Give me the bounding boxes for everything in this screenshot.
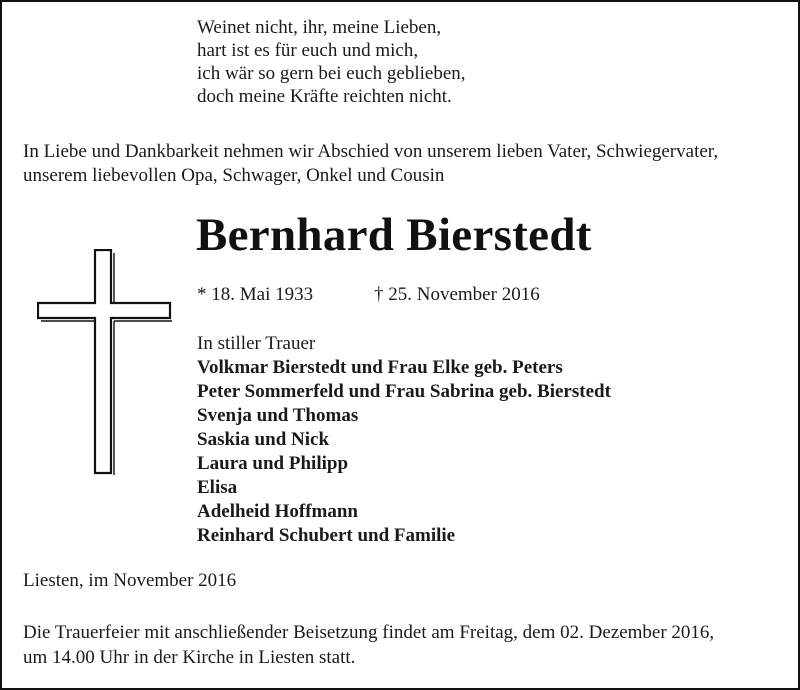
intro-line: unserem liebevollen Opa, Schwager, Onkel und Cousin — [23, 165, 445, 186]
service-line: Die Trauerfeier mit anschließender Beisetzung findet am Freitag, dem 02. Dezember 2016, — [23, 622, 715, 643]
place-date: Liesten, im November 2016 — [23, 570, 237, 591]
mourner-name: Svenja und Thomas — [197, 405, 359, 426]
mourner-name: Peter Sommerfeld und Frau Sabrina geb. Bierstedt — [197, 381, 611, 402]
service-info — [23, 620, 714, 670]
mourner-name: Laura und Philipp — [197, 453, 349, 474]
intro-line: In Liebe und Dankbarkeit nehmen wir Abschied von unserem lieben Vater, Schwiegervater, — [23, 141, 719, 162]
life-dates — [197, 283, 540, 307]
poem-line: ich wär so gern bei euch geblieben, — [197, 63, 466, 84]
mourners-list — [197, 332, 611, 548]
service-line: um 14.00 Uhr in der Kirche in Liesten statt. — [23, 647, 356, 668]
mourners-header: In stiller Trauer — [197, 333, 316, 354]
death-date: † 25. November 2016 — [374, 284, 540, 305]
poem-line: Weinet nicht, ihr, meine Lieben, — [197, 17, 442, 38]
intro-text — [23, 140, 718, 188]
cross-icon — [37, 249, 173, 475]
poem-line: doch meine Kräfte reichten nicht. — [197, 86, 452, 107]
mourner-name: Adelheid Hoffmann — [197, 501, 358, 522]
mourner-name: Elisa — [197, 477, 238, 498]
mourner-name: Saskia und Nick — [197, 429, 330, 450]
mourner-name: Reinhard Schubert und Familie — [197, 525, 456, 546]
birth-date: * 18. Mai 1933 — [197, 284, 314, 305]
mourner-name: Volkmar Bierstedt und Frau Elke geb. Peters — [197, 357, 563, 378]
poem — [197, 16, 466, 108]
poem-line: hart ist es für euch und mich, — [197, 40, 419, 61]
deceased-name: Bernhard Bierstedt — [196, 209, 592, 261]
